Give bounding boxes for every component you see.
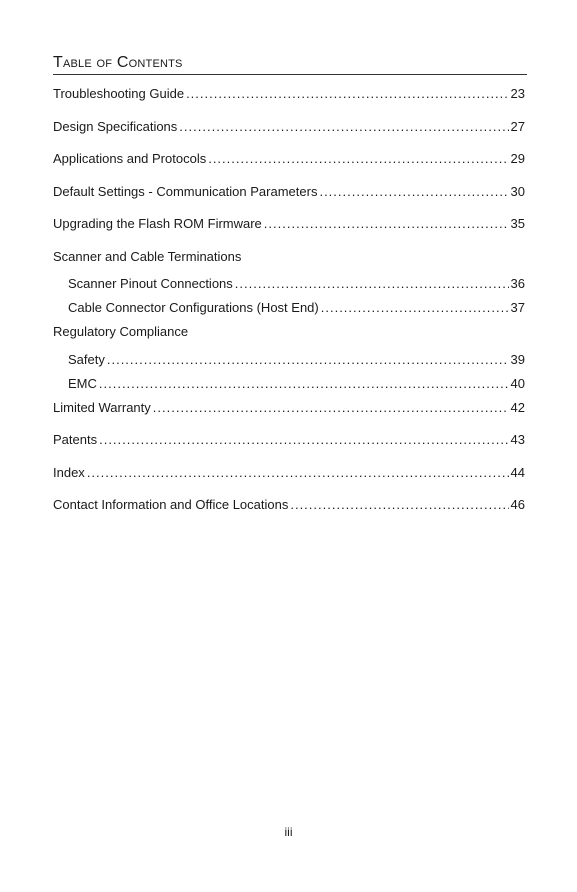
toc-entry-title: EMC (68, 375, 97, 391)
dot-leader (186, 86, 508, 101)
toc-entry[interactable] (53, 151, 525, 166)
toc-entry-page: 36 (510, 276, 525, 291)
toc-subentry[interactable] (53, 276, 525, 291)
dot-leader (107, 352, 509, 367)
page-number: iii (284, 825, 293, 839)
toc-entry-title: Default Settings - Communication Parameters (53, 183, 318, 199)
toc-entry[interactable] (53, 432, 525, 447)
dot-leader (99, 376, 509, 391)
dot-leader (290, 497, 508, 512)
toc-entry-title: Limited Warranty (53, 399, 151, 415)
toc-entry-title: Safety (68, 351, 105, 367)
toc-entry-page: 39 (510, 351, 525, 367)
toc-entry-title: Troubleshooting Guide (53, 86, 185, 101)
dot-leader (208, 151, 508, 166)
dot-leader (264, 216, 509, 231)
toc-entry[interactable] (53, 400, 525, 415)
toc-entry-page: 37 (510, 300, 525, 315)
toc-entry-title: Contact Information and Office Locations (53, 497, 289, 512)
dot-leader (87, 465, 509, 480)
toc-entry-page: 43 (510, 432, 525, 447)
toc-heading: Table of Contents (53, 54, 527, 75)
toc-subentry[interactable] (53, 376, 525, 391)
toc-subentry[interactable] (53, 352, 525, 367)
toc-entry[interactable] (53, 465, 525, 480)
toc-entry-title: Upgrading the Flash ROM Firmware (53, 216, 262, 231)
toc-entry[interactable] (53, 86, 525, 101)
toc-entry-page: 40 (510, 375, 525, 391)
toc-entry-title: Index (53, 464, 85, 480)
dot-leader (179, 119, 508, 134)
toc-section-header: Scanner and Cable Terminations (53, 248, 242, 264)
toc-entry[interactable] (53, 497, 525, 512)
toc-entry-page: 23 (510, 86, 525, 101)
toc-entry-title: Patents (53, 432, 98, 447)
toc-entry-page: 46 (510, 497, 525, 512)
toc-entry-title: Cable Connector Configurations (Host End) (68, 300, 319, 315)
toc-list (53, 86, 525, 512)
toc-entry-title: Scanner Pinout Connections (68, 276, 233, 291)
toc-entry-page: 29 (510, 151, 525, 166)
toc-entry[interactable] (53, 184, 525, 199)
toc-subentry[interactable] (53, 300, 525, 315)
toc-section-header: Regulatory Compliance (53, 324, 189, 339)
toc-entry[interactable] (53, 119, 525, 134)
dot-leader (99, 432, 508, 447)
toc-entry-page: 42 (510, 399, 525, 415)
toc-entry-page: 30 (510, 183, 525, 199)
dot-leader (235, 276, 509, 291)
toc-entry[interactable] (53, 216, 525, 231)
toc-entry-page: 27 (510, 118, 525, 134)
toc-entry-title: Applications and Protocols (53, 151, 207, 166)
dot-leader (321, 300, 509, 315)
toc-entry-page: 44 (510, 464, 525, 480)
dot-leader (153, 400, 509, 415)
toc-entry-title: Design Specifications (53, 118, 178, 134)
dot-leader (319, 184, 508, 199)
toc-entry-page: 35 (510, 216, 525, 231)
